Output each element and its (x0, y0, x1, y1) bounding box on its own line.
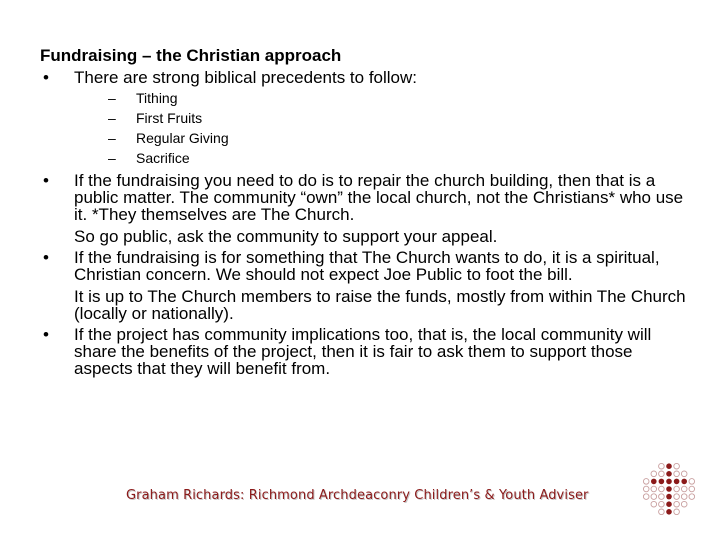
slide-footer: Graham Richards: Richmond Archdeaconry Children’s & Youth Adviser (126, 488, 589, 503)
bullet-marker: • (43, 248, 49, 267)
cross-dot-grid-logo-icon (640, 460, 698, 518)
logo-dot-outline (681, 471, 687, 477)
sub-item (74, 148, 690, 168)
logo-dot-filled (681, 479, 687, 485)
logo-dot-outline (659, 494, 665, 500)
slide-content (40, 46, 690, 381)
sub-list (74, 88, 690, 168)
logo-dot-outline (651, 471, 657, 477)
logo-dot-outline (681, 501, 687, 507)
bullet-text: So go public, ask the community to support your appeal. (74, 227, 498, 246)
logo-dot-outline (659, 463, 665, 469)
logo-dot-outline (681, 486, 687, 492)
bullet-marker: • (43, 171, 49, 190)
logo-dot-outline (659, 486, 665, 492)
logo-dot-outline (643, 479, 649, 485)
logo-dot-filled (674, 479, 680, 485)
logo-dot-outline (659, 501, 665, 507)
logo-dot-outline (674, 463, 680, 469)
slide-title: Fundraising – the Christian approach (40, 46, 342, 65)
bullet-item (40, 249, 690, 322)
logo-dot-filled (666, 463, 672, 469)
logo-dot-outline (689, 486, 695, 492)
bullet-text: If the fundraising you need to do is to repair the church building, then that is a public matter. The community “own” the local church, not the Christians* who use it. *They themselves are The Church. (74, 171, 684, 224)
logo-dot-filled (659, 479, 665, 485)
bullet-text: There are strong biblical precedents to follow: (74, 68, 418, 87)
bullet-item (40, 172, 690, 245)
logo-dot-outline (674, 509, 680, 515)
logo-dot-filled (666, 486, 672, 492)
sub-marker: – (108, 130, 116, 146)
sub-marker: – (108, 90, 116, 106)
logo-dot-filled (666, 509, 672, 515)
logo-dot-outline (689, 494, 695, 500)
logo-dot-outline (674, 494, 680, 500)
sub-item-text: Tithing (136, 90, 178, 106)
sub-marker: – (108, 150, 116, 166)
sub-item-text: Sacrifice (136, 150, 190, 166)
bullet-marker: • (43, 68, 49, 87)
logo-dot-filled (651, 479, 657, 485)
bullet-text: If the project has community implications too, that is, the local community will share the benefits of the project, then it is fair to ask them to support those aspects that they will benefit from. (74, 325, 652, 378)
logo-dot-outline (674, 471, 680, 477)
bullet-text: If the fundraising is for something that The Church wants to do, it is a spiritual, Christian concern. We should not expect Joe Public to foot the bill. (74, 248, 660, 284)
logo-dot-outline (674, 501, 680, 507)
logo-dot-outline (651, 494, 657, 500)
logo-dot-filled (666, 494, 672, 500)
bullet-text: It is up to The Church members to raise the funds, mostly from within The Church (locally or nationally). (74, 287, 686, 323)
logo-dot-outline (651, 486, 657, 492)
logo-dot-filled (666, 501, 672, 507)
sub-item-text: First Fruits (136, 110, 203, 126)
logo-dot-outline (659, 509, 665, 515)
logo-dot-outline (643, 494, 649, 500)
bullet-item (40, 69, 690, 168)
logo-dot-outline (659, 471, 665, 477)
logo-dot-outline (681, 494, 687, 500)
sub-item (74, 88, 690, 108)
bullet-item (40, 326, 690, 377)
logo-dot-outline (651, 501, 657, 507)
logo-dot-outline (674, 486, 680, 492)
logo-dot-outline (689, 479, 695, 485)
logo-dot-filled (666, 479, 672, 485)
logo-dot-outline (643, 486, 649, 492)
sub-marker: – (108, 110, 116, 126)
logo-dot-filled (666, 471, 672, 477)
sub-item (74, 128, 690, 148)
sub-item (74, 108, 690, 128)
bullet-marker: • (43, 325, 49, 344)
sub-item-text: Regular Giving (136, 130, 229, 146)
